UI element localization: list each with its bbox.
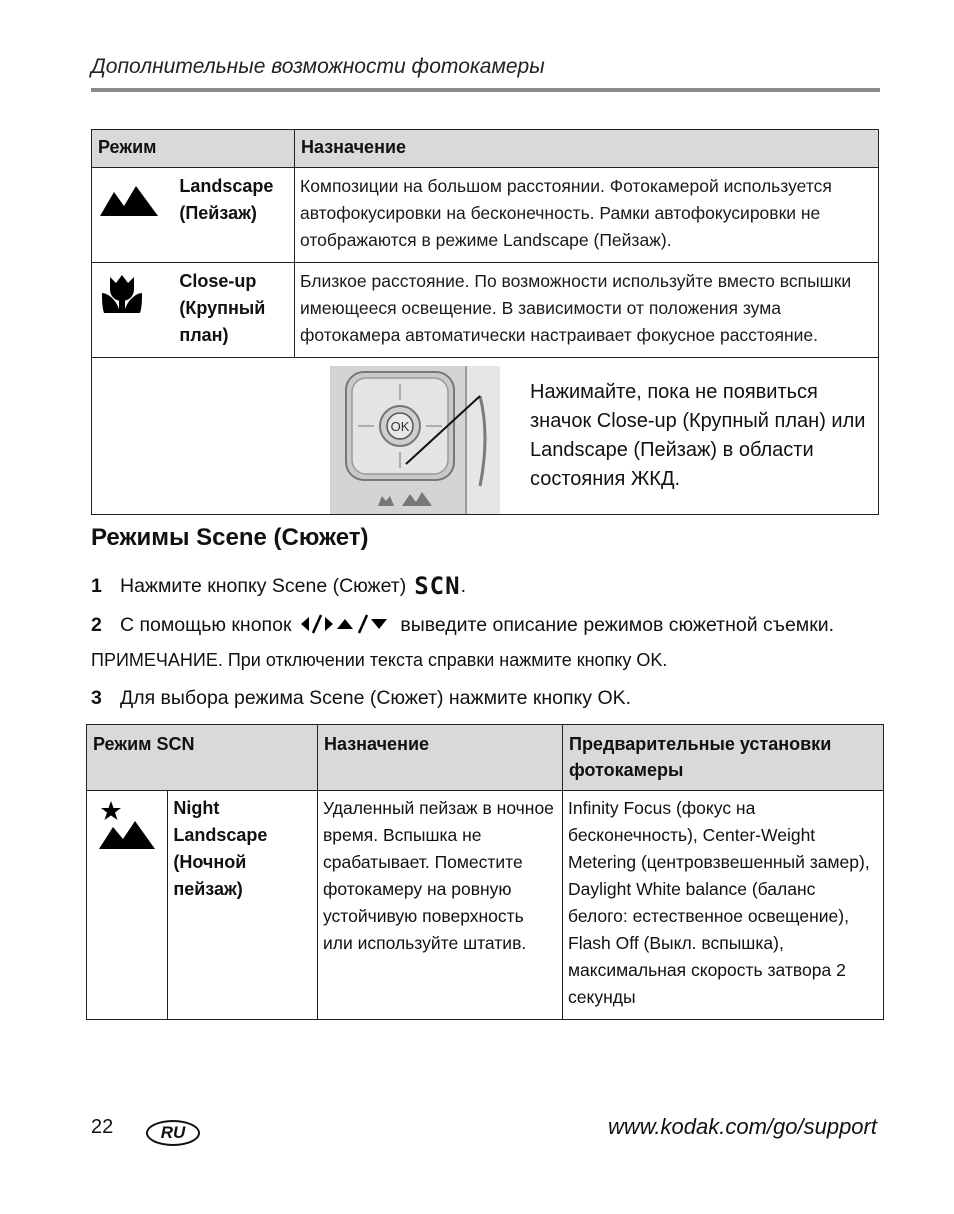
table-row [92, 168, 879, 263]
mode-name: Landscape (Пейзаж) [175, 168, 294, 263]
arrow-buttons-icon [299, 611, 393, 635]
step-text: С помощью кнопок [120, 614, 292, 636]
column-header-mode: Режим [92, 130, 295, 168]
column-header-presets: Предварительные установки фотокамеры [563, 725, 884, 791]
step-number: 3 [91, 687, 102, 709]
mode-presets: Infinity Focus (фокус на бесконечность), Center-Weight Metering (центровзвешенный замер), Daylight White balance (баланс белого: естественное освещение), Flash Off (Выкл. вспышка), максимальная скорость затвора 2 секунды [563, 791, 884, 1020]
mode-description: Композиции на большом расстоянии. Фотокамерой используется автофокусировки на бесконечность. Рамки автофокусировки не отображаются в режиме Landscape (Пейзаж). [295, 168, 879, 263]
mode-description: Близкое расстояние. По возможности используйте вместо вспышки имеющееся освещение. В зависимости от положения зума фотокамера автоматически настраивает фокусное расстояние. [295, 263, 879, 358]
step-number: 2 [91, 614, 102, 636]
modes-table [91, 129, 879, 515]
section-heading: Режимы Scene (Сюжет) [91, 524, 369, 551]
table-header-row [87, 725, 884, 791]
scene-modes-table [86, 724, 884, 1020]
table-header-row [92, 130, 879, 168]
closeup-flower-icon [100, 273, 144, 319]
illustration-row [92, 358, 879, 515]
mode-icon-cell [87, 791, 168, 1020]
camera-button-illustration [330, 366, 500, 514]
scn-button-icon: SCN [414, 572, 461, 600]
support-url[interactable]: www.kodak.com/go/support [607, 1114, 877, 1139]
column-header-scn-mode: Режим SCN [87, 725, 318, 791]
step-1 [91, 572, 466, 600]
column-header-purpose: Назначение [295, 130, 879, 168]
column-header-purpose: Назначение [318, 725, 563, 791]
mode-name: Close-up (Крупный план) [175, 263, 294, 358]
ok-button-label: OK [390, 419, 410, 434]
mode-purpose: Удаленный пейзаж в ночное время. Вспышка не срабатывает. Поместите фотокамеру на ровную устойчивую поверхность или используйте штатив. [318, 791, 563, 1020]
landscape-icon [100, 184, 160, 218]
note-text: ПРИМЕЧАНИЕ. При отключении текста справки нажмите кнопку OK. [91, 650, 668, 670]
mode-name: Night Landscape (Ночной пейзаж) [168, 791, 318, 1020]
step-3 [91, 687, 631, 710]
step-text: Для выбора режима Scene (Сюжет) нажмите кнопку OK. [120, 687, 632, 709]
step-text: Нажмите кнопку Scene (Сюжет) [120, 575, 407, 597]
table-row [92, 263, 879, 358]
mode-icon-cell [92, 263, 176, 358]
mode-icon-cell [92, 168, 176, 263]
page-header-title: Дополнительные возможности фотокамеры [91, 55, 545, 78]
illustration-cell [92, 358, 879, 515]
step-period: . [460, 575, 467, 597]
night-landscape-icon [97, 799, 157, 851]
step-number: 1 [91, 575, 102, 597]
language-badge: RU [146, 1120, 200, 1146]
page-number: 22 [91, 1116, 114, 1138]
illustration-caption: Нажимайте, пока не появиться значок Close-up (Крупный план) или Landscape (Пейзаж) в области состояния ЖКД. [530, 381, 866, 490]
table-row [87, 791, 884, 1020]
header-divider [91, 88, 880, 92]
step-2 [91, 611, 834, 637]
step-text-continued: выведите описание режимов сюжетной съемки. [400, 614, 835, 636]
